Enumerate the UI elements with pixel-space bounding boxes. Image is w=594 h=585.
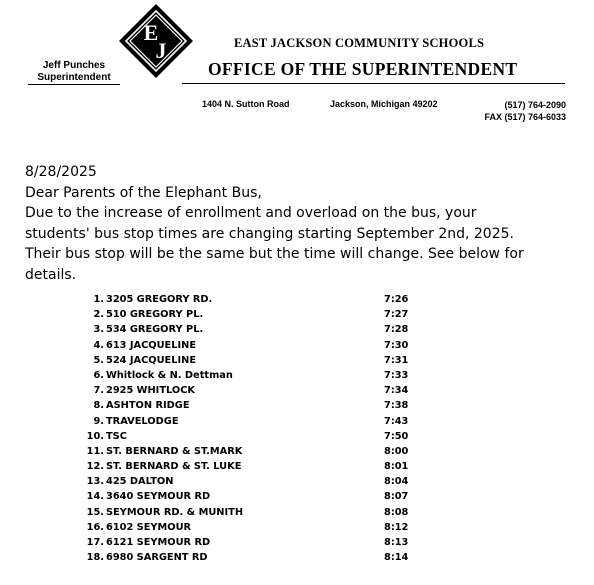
stop-location: 425 DALTON xyxy=(106,476,174,488)
stop-row xyxy=(84,307,424,322)
stop-number: 6. xyxy=(93,369,104,381)
stop-time: 7:33 xyxy=(384,369,409,381)
superintendent-title: Superintendent xyxy=(28,72,120,85)
phone-number: (517) 764-2090 xyxy=(504,100,566,110)
stop-row xyxy=(84,489,424,504)
stop-row xyxy=(84,429,424,444)
letter-line: Due to the increase of enrollment and overload on the bus, your xyxy=(25,205,477,221)
stop-location: 2925 WHITLOCK xyxy=(106,385,196,397)
stop-row xyxy=(84,368,424,383)
stop-row xyxy=(84,338,424,353)
stop-row xyxy=(84,535,424,550)
stop-row xyxy=(84,414,424,429)
letter-body xyxy=(25,162,577,285)
stop-location: 524 JACQUELINE xyxy=(106,354,197,366)
stop-row xyxy=(84,322,424,337)
letterhead-divider xyxy=(182,83,565,84)
stop-number: 3. xyxy=(93,324,104,336)
stop-row xyxy=(84,292,424,307)
stop-number: 5. xyxy=(93,354,104,366)
fax-number: FAX (517) 764-6033 xyxy=(484,112,566,122)
stop-time: 7:31 xyxy=(384,354,409,366)
letter-greeting: Dear Parents of the Elephant Bus, xyxy=(25,184,262,201)
stop-row xyxy=(84,398,424,413)
street-address: 1404 N. Sutton Road xyxy=(202,99,290,109)
stop-row xyxy=(84,444,424,459)
stop-location: 613 JACQUELINE xyxy=(106,339,197,351)
letter-line: details. xyxy=(25,266,77,283)
stop-location: SEYMOUR RD. & MUNITH xyxy=(106,506,244,518)
stop-time: 7:38 xyxy=(384,400,409,412)
stop-number: 17. xyxy=(86,537,104,548)
stop-time: 8:13 xyxy=(384,537,409,548)
office-title: OFFICE OF THE SUPERINTENDENT xyxy=(208,59,518,79)
stop-location: 534 GREGORY PL. xyxy=(106,324,204,336)
stop-location: ST. BERNARD & ST. LUKE xyxy=(106,461,242,473)
stop-time: 7:27 xyxy=(384,309,409,321)
stop-number: 4. xyxy=(93,339,104,351)
stop-time: 7:43 xyxy=(384,415,409,427)
logo-letter-e: E xyxy=(143,20,159,45)
stop-number: 11. xyxy=(86,445,104,457)
stop-number: 16. xyxy=(86,521,104,533)
letter-line: students' bus stop times are changing starting September 2nd, 2025. xyxy=(25,225,514,242)
stop-number: 1. xyxy=(93,294,104,305)
stop-location: 6980 SARGENT RD xyxy=(106,552,208,564)
district-name: EAST JACKSON COMMUNITY SCHOOLS xyxy=(234,36,485,50)
contact-numbers xyxy=(484,99,566,123)
stop-number: 18. xyxy=(86,552,104,564)
stop-time: 8:01 xyxy=(384,461,409,473)
stop-row xyxy=(84,383,424,398)
stop-number: 13. xyxy=(86,476,104,488)
stop-number: 9. xyxy=(93,415,104,427)
bus-stop-schedule xyxy=(84,292,424,565)
stop-time: 8:12 xyxy=(384,521,409,533)
stop-location: TSC xyxy=(106,430,127,442)
superintendent-name: Jeff Punches xyxy=(42,60,106,71)
ej-diamond-logo xyxy=(118,3,194,79)
stop-location: 6102 SEYMOUR xyxy=(106,521,192,533)
stop-time: 8:04 xyxy=(384,476,409,488)
stop-time: 8:08 xyxy=(384,506,409,518)
stop-location: TRAVELODGE xyxy=(106,415,179,427)
stop-row xyxy=(84,550,424,565)
stop-row xyxy=(84,459,424,474)
stop-location: 3640 SEYMOUR RD xyxy=(106,491,211,503)
stop-number: 12. xyxy=(86,461,104,473)
stop-row xyxy=(84,474,424,489)
stop-time: 8:00 xyxy=(384,445,409,457)
stop-number: 2. xyxy=(93,309,104,321)
letter-line: Their bus stop will be the same but the time will change. See below for xyxy=(25,246,524,262)
stop-location: Whitlock & N. Dettman xyxy=(106,369,233,381)
city-address: Jackson, Michigan 49202 xyxy=(330,99,438,109)
stop-time: 7:28 xyxy=(384,324,409,336)
stop-row xyxy=(84,353,424,368)
letter-date: 8/28/2025 xyxy=(25,164,97,180)
stop-location: ST. BERNARD & ST.MARK xyxy=(106,445,243,457)
stop-number: 14. xyxy=(86,491,104,503)
stop-time: 7:34 xyxy=(384,385,409,397)
stop-number: 10. xyxy=(86,430,104,442)
stop-number: 8. xyxy=(93,400,104,412)
superintendent-signature-block xyxy=(28,60,120,85)
stop-row xyxy=(84,520,424,535)
stop-row xyxy=(84,505,424,520)
stop-time: 7:30 xyxy=(384,339,409,351)
stop-location: 6121 SEYMOUR RD xyxy=(106,537,211,548)
stop-time: 7:50 xyxy=(384,430,409,442)
logo-letter-j: J xyxy=(155,38,167,63)
stop-time: 7:26 xyxy=(384,294,409,305)
stop-number: 15. xyxy=(86,506,104,518)
stop-time: 8:07 xyxy=(384,491,409,503)
stop-location: ASHTON RIDGE xyxy=(106,400,190,412)
stop-number: 7. xyxy=(93,385,104,397)
stop-location: 3205 GREGORY RD. xyxy=(106,294,213,305)
stop-location: 510 GREGORY PL. xyxy=(106,309,204,321)
stop-time: 8:14 xyxy=(384,552,409,564)
